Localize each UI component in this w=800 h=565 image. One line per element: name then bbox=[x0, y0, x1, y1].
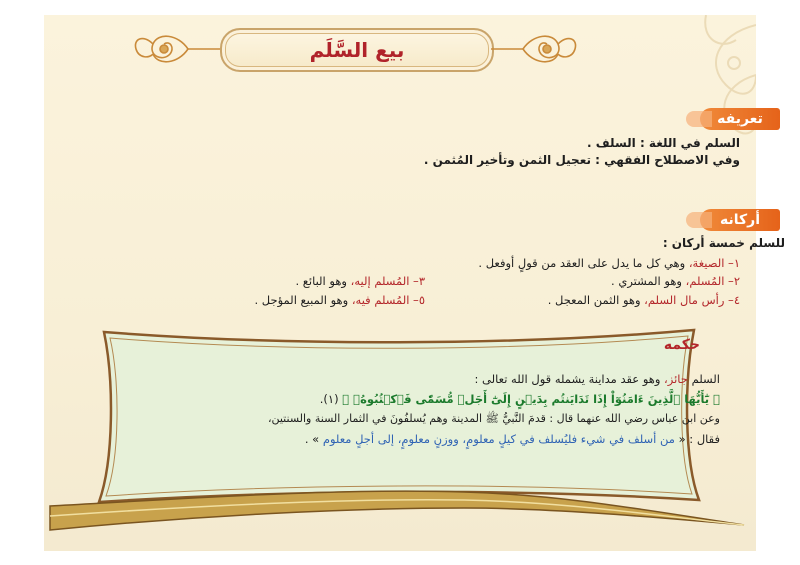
pillar-4-text: وهو الثمن المعجل . bbox=[547, 293, 645, 307]
ruling-line-3: وعن ابن عباس رضي الله عنهما قال : قدمَ النَّبيُّ ﷺ المدينة وهم يُسلفُونَ في الثمار السنة والسنتين، bbox=[267, 412, 720, 425]
ruling-line-1-b: وهو عقد مداينة يشمله قول الله تعالى : bbox=[474, 372, 665, 386]
pillar-5 bbox=[254, 293, 425, 307]
pillars-intro: للسلم خمسة أركان : bbox=[662, 236, 785, 250]
ruling-header: حكمه bbox=[663, 337, 700, 353]
definition-line-2: وفي الاصطلاح الفقهي : تعجيل الثمن وتأخير المُثمن . bbox=[423, 153, 740, 167]
definition-line-1: السلم في اللغة : السلف . bbox=[587, 136, 740, 150]
ruling-verse-line bbox=[320, 392, 720, 406]
ornament-left-icon bbox=[128, 24, 223, 74]
pillar-3 bbox=[295, 274, 425, 288]
definition-header-label: تعريفه bbox=[717, 111, 763, 127]
hadith-quote: من أسلف في شيء فليُسلف في كيلٍ معلومٍ، ووزنٍ معلومٍ، إلى أجلٍ معلوم bbox=[322, 432, 675, 446]
ornament-right-icon bbox=[488, 24, 583, 74]
pillar-2-term: ٢– المُسلم، bbox=[685, 274, 740, 288]
ruling-line-1-a: السلم bbox=[687, 372, 720, 386]
title-box bbox=[220, 28, 494, 72]
ruling-line-4-b: » . bbox=[304, 432, 323, 446]
pillar-5-term: ٥– المُسلم فيه، bbox=[351, 293, 425, 307]
ruling-line-1 bbox=[475, 372, 720, 386]
pillars-header bbox=[700, 209, 780, 231]
pillar-1 bbox=[478, 256, 740, 270]
corner-flourish-icon bbox=[646, 15, 756, 155]
definition-header bbox=[700, 108, 780, 130]
pillar-3-text: وهو البائع . bbox=[295, 274, 351, 288]
header-tail bbox=[686, 111, 712, 127]
ruling-term: جائز، bbox=[664, 372, 688, 386]
pillars-header-label: أركانه bbox=[719, 212, 760, 228]
pillar-1-text: وهي كل ما يدل على العقد من قولٍ أوفعل . bbox=[478, 256, 689, 270]
pillar-2 bbox=[611, 274, 740, 288]
ruling-line-4 bbox=[305, 432, 720, 446]
verse-footnote: (١). bbox=[319, 392, 343, 406]
quran-verse: ﴿ يَٰٓأَيُّهَا ٱلَّذِينَ ءَامَنُوٓاْ إِذَا تَدَايَنتُم بِدَيۡنٍ إِلَىٰٓ أَجَلٖ مُّسَمّٗى فَٱكۡتُبُوهُۚ ﴾ bbox=[342, 392, 720, 406]
title-banner bbox=[128, 24, 583, 84]
pillar-4 bbox=[548, 293, 740, 307]
page-title: بيع السَّلَم bbox=[309, 38, 405, 62]
pillar-4-term: ٤– رأس مال السلم، bbox=[644, 293, 740, 307]
header-tail bbox=[686, 212, 712, 228]
ruling-line-4-a: فقال : « bbox=[674, 432, 720, 446]
pillar-1-term: ١– الصيغة، bbox=[688, 256, 740, 270]
pillar-5-text: وهو المبيع المؤجل . bbox=[254, 293, 352, 307]
pillar-2-text: وهو المشتري . bbox=[611, 274, 686, 288]
pillar-3-term: ٣– المُسلم إليه، bbox=[350, 274, 425, 288]
